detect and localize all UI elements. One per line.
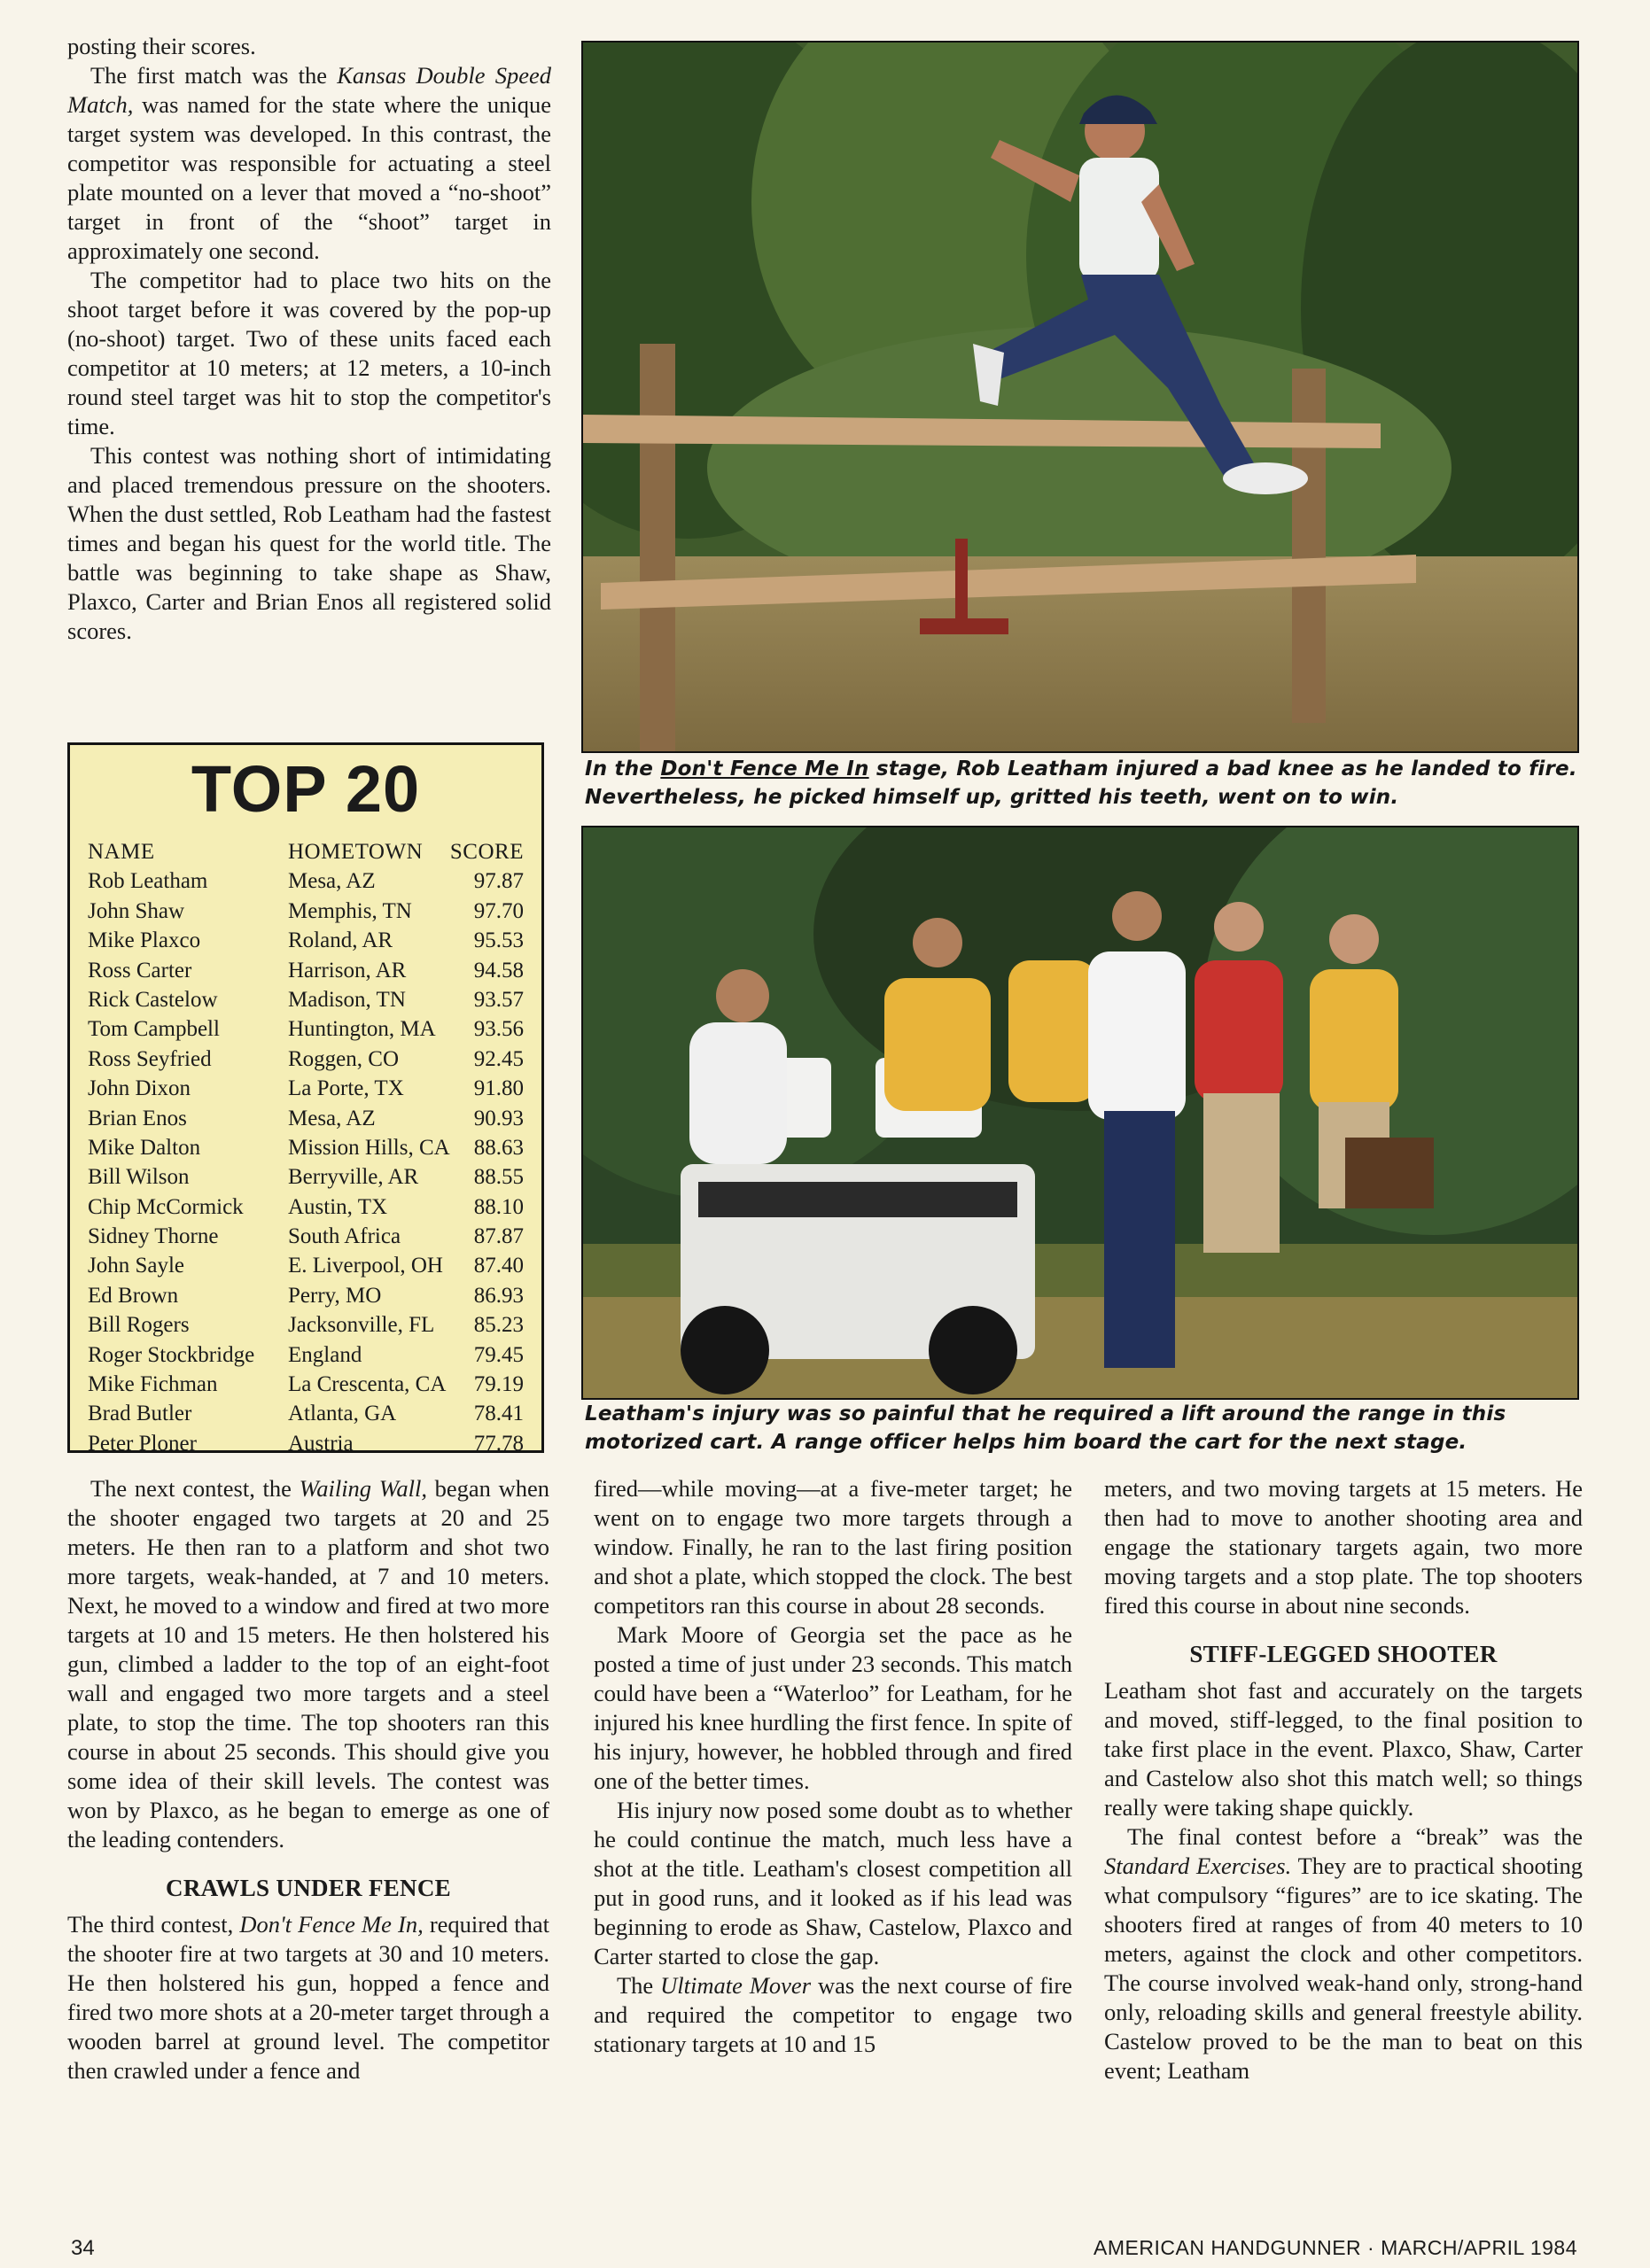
competitor-hometown: E. Liverpool, OH	[288, 1254, 443, 1278]
competitor-score: 91.80	[473, 1076, 524, 1101]
header-hometown: HOMETOWN	[288, 840, 424, 864]
top20-row	[70, 1045, 541, 1074]
competitor-hometown: Mesa, AZ	[288, 869, 376, 894]
competitor-name: Mike Plaxco	[88, 928, 201, 953]
match-name: Wailing Wall,	[299, 1475, 427, 1502]
top20-row	[70, 1310, 541, 1340]
top20-row	[70, 1370, 541, 1399]
match-name: Kansas Double Speed Match,	[67, 62, 551, 118]
competitor-hometown: La Porte, TX	[288, 1076, 404, 1101]
competitor-name: Ross Carter	[88, 958, 192, 983]
top20-row	[70, 1222, 541, 1251]
top20-row	[70, 1133, 541, 1162]
paragraph: The next contest, the Wailing Wall, began when the shooter engaged two targets at 20 and 25 meters. He then ran to a platform and shot two more targets, weak-handed, at 7 and 10 meters. Next, he moved to a window and fired at two more targets at 10 and 15 meters. He then holstered his gun, climbed a ladder to the top of an eight-foot wall and engaged two more targets and a steel plate, to stop the time. The top shooters ran this course in about 25 seconds. This should give you some idea of their skill levels. The contest was won by Plaxco, as he began to emerge as one of the leading contenders.	[67, 1475, 549, 1852]
top20-row	[70, 956, 541, 985]
competitor-score: 87.40	[473, 1254, 524, 1278]
competitor-score: 79.45	[473, 1342, 524, 1367]
competitor-name: Brad Butler	[88, 1402, 192, 1426]
top20-row	[70, 1192, 541, 1222]
page-number: 34	[71, 2236, 95, 2260]
paragraph: The competitor had to place two hits on the shoot target before it was covered by the pop-up (no-shoot) target. Two of these units faced each competitor at 10 meters; at 12 meters, a 10-inch round steel target was hit to stop the competitor's time.	[67, 267, 551, 439]
competitor-score: 88.63	[473, 1135, 524, 1160]
competitor-score: 87.87	[473, 1224, 524, 1249]
competitor-name: Brian Enos	[88, 1106, 187, 1130]
competitor-score: 93.56	[473, 1017, 524, 1042]
competitor-name: Peter Ploner	[88, 1431, 197, 1456]
top20-row	[70, 866, 541, 896]
competitor-score: 79.19	[473, 1372, 524, 1397]
competitor-name: John Sayle	[88, 1254, 185, 1278]
photo-caption-1: In the Don't Fence Me In stage, Rob Leatham injured a bad knee as he landed to fire. Nevertheless, he picked himself up, gritted his teeth, went on to win.	[585, 757, 1577, 809]
stage-name: Don't Fence Me In	[660, 757, 869, 781]
paragraph: Leatham shot fast and accurately on the targets and moved, stiff-legged, to the final position to take first place in the event. Plaxco, Shaw, Carter and Castelow also shot this match well; so things really were taking shape quickly.	[1104, 1677, 1583, 1821]
competitor-score: 95.53	[473, 928, 524, 953]
top20-rows	[70, 866, 541, 1458]
top20-title: TOP 20	[191, 752, 421, 826]
competitor-hometown: Atlanta, GA	[288, 1402, 397, 1426]
section-heading: STIFF-LEGGED SHOOTER	[1189, 1641, 1498, 1667]
motorized-cart-image	[583, 827, 1577, 1398]
competitor-name: Rob Leatham	[88, 869, 208, 894]
paragraph: fired—while moving—at a five-meter target; he went on to engage two more targets through a window. Finally, he ran to the last firing position and shot a plate, which stopped the clock. The best competitors ran this course in about 28 seconds.	[594, 1475, 1072, 1619]
competitor-hometown: La Crescenta, CA	[288, 1372, 447, 1397]
competitor-hometown: Memphis, TN	[288, 898, 412, 923]
header-name: NAME	[88, 840, 155, 864]
competitor-name: Bill Rogers	[88, 1313, 190, 1338]
paragraph: The Ultimate Mover was the next course of fire and required the competitor to engage two stationary targets at 10 and 15	[594, 1972, 1072, 2057]
competitor-hometown: Austin, TX	[288, 1194, 388, 1219]
top20-row	[70, 1014, 541, 1044]
competitor-score: 93.57	[473, 987, 524, 1012]
match-name: Standard Exercises.	[1104, 1852, 1292, 1879]
article-column-3	[594, 1474, 1072, 2059]
competitor-hometown: Mission Hills, CA	[288, 1135, 450, 1160]
match-name: Don't Fence Me In,	[239, 1911, 424, 1938]
top20-header-row	[70, 837, 541, 866]
competitor-score: 85.23	[473, 1313, 524, 1338]
competitor-hometown: Madison, TN	[288, 987, 406, 1012]
competitor-hometown: Berryville, AR	[288, 1165, 419, 1190]
photo-fence-jump	[581, 41, 1579, 753]
competitor-hometown: England	[288, 1342, 362, 1367]
section-heading: CRAWLS UNDER FENCE	[166, 1875, 451, 1901]
top20-row	[70, 897, 541, 926]
competitor-name: John Dixon	[88, 1076, 191, 1101]
competitor-name: Rick Castelow	[88, 987, 218, 1012]
competitor-name: Bill Wilson	[88, 1165, 190, 1190]
top20-row	[70, 1281, 541, 1310]
competitor-score: 88.10	[473, 1194, 524, 1219]
competitor-name: Chip McCormick	[88, 1194, 244, 1219]
header-score: SCORE	[449, 840, 524, 864]
competitor-score: 86.93	[473, 1283, 524, 1308]
paragraph: posting their scores.	[67, 33, 256, 59]
paragraph: The first match was the Kansas Double Speed Match, was named for the state where the unique target system was developed. In this contrast, the competitor was responsible for actuating a steel plate mounted on a lever that moved a “no-shoot” target in front of the “shoot” target in approximately one second.	[67, 62, 551, 264]
paragraph: His injury now posed some doubt as to whether he could continue the match, much less have a shot at the title. Leatham's closest competition all put in good runs, and it looked as if his lead was beginning to erode as Shaw, Castelow, Plaxco and Carter started to close the gap.	[594, 1797, 1072, 1969]
competitor-score: 92.45	[473, 1046, 524, 1071]
competitor-name: Tom Campbell	[88, 1017, 220, 1042]
competitor-hometown: Harrison, AR	[288, 958, 407, 983]
competitor-score: 88.55	[473, 1165, 524, 1190]
paragraph: The third contest, Don't Fence Me In, required that the shooter fire at two targets at 30 and 10 meters. He then holstered his gun, hopped a fence and fired two more shots at a 20-meter target through a wooden barrel at ground level. The competitor then crawled under a fence and	[67, 1911, 549, 2084]
top20-row	[70, 1251, 541, 1280]
competitor-score: 77.78	[473, 1431, 524, 1456]
top20-row	[70, 1104, 541, 1133]
competitor-name: Ross Seyfried	[88, 1046, 212, 1071]
competitor-name: Mike Dalton	[88, 1135, 201, 1160]
competitor-hometown: South Africa	[288, 1224, 401, 1249]
top20-row	[70, 1340, 541, 1370]
photo-motorized-cart	[581, 826, 1579, 1400]
competitor-hometown: Huntington, MA	[288, 1017, 436, 1042]
top20-row	[70, 1429, 541, 1458]
competitor-score: 97.87	[473, 869, 524, 894]
top20-row	[70, 926, 541, 955]
top20-row	[70, 985, 541, 1014]
top20-results-box	[67, 742, 544, 1456]
paragraph: This contest was nothing short of intimidating and placed tremendous pressure on the shooters. When the dust settled, Rob Leatham had the fastest times and began his quest for the world title. The battle was beginning to take shape as Shaw, Plaxco, Carter and Brian Enos all registered solid scores.	[67, 442, 551, 644]
top20-row	[70, 1162, 541, 1192]
article-column-1	[67, 32, 551, 646]
article-column-4	[1104, 1474, 1583, 2085]
competitor-score: 90.93	[473, 1106, 524, 1130]
top20-row	[70, 1399, 541, 1428]
competitor-name: Sidney Thorne	[88, 1224, 219, 1249]
competitor-hometown: Roggen, CO	[288, 1046, 399, 1071]
competitor-hometown: Roland, AR	[288, 928, 393, 953]
match-name: Ultimate Mover	[660, 1972, 812, 1999]
competitor-name: Roger Stockbridge	[88, 1342, 255, 1367]
competitor-hometown: Perry, MO	[288, 1283, 382, 1308]
competitor-hometown: Austria	[288, 1431, 354, 1456]
competitor-score: 97.70	[473, 898, 524, 923]
competitor-hometown: Mesa, AZ	[288, 1106, 376, 1130]
publication-footer: AMERICAN HANDGUNNER · MARCH/APRIL 1984	[1094, 2236, 1577, 2259]
fence-jump-image	[583, 43, 1577, 751]
top20-row	[70, 1074, 541, 1103]
competitor-hometown: Jacksonville, FL	[288, 1313, 435, 1338]
competitor-name: John Shaw	[88, 898, 185, 923]
competitor-name: Mike Fichman	[88, 1372, 218, 1397]
paragraph: meters, and two moving targets at 15 meters. He then had to move to another shooting area and engage the stationary targets again, two more moving targets and a stop plate. The top shooters fired this course in about nine seconds.	[1104, 1475, 1583, 1619]
paragraph: The final contest before a “break” was the Standard Exercises. They are to practical shooting what compulsory “figures” are to ice skating. The shooters fired at ranges of from 40 meters to 10 meters, against the clock and other competitors. The course involved weak-hand only, strong-hand only, reloading skills and general freestyle ability. Castelow proved to be the man to beat on this event; Leatham	[1104, 1823, 1583, 2084]
photo-caption-2: Leatham's injury was so painful that he required a lift around the range in this motorized cart. A range officer helps him board the cart for the next stage.	[585, 1402, 1506, 1454]
paragraph: Mark Moore of Georgia set the pace as he posted a time of just under 23 seconds. This match could have been a “Waterloo” for Leatham, for he injured his knee hurdling the first fence. In spite of his injury, however, he hobbled through and fired one of the better times.	[594, 1621, 1072, 1794]
article-column-2	[67, 1474, 549, 2085]
competitor-score: 94.58	[473, 958, 524, 983]
competitor-score: 78.41	[473, 1402, 524, 1426]
competitor-name: Ed Brown	[88, 1283, 179, 1308]
